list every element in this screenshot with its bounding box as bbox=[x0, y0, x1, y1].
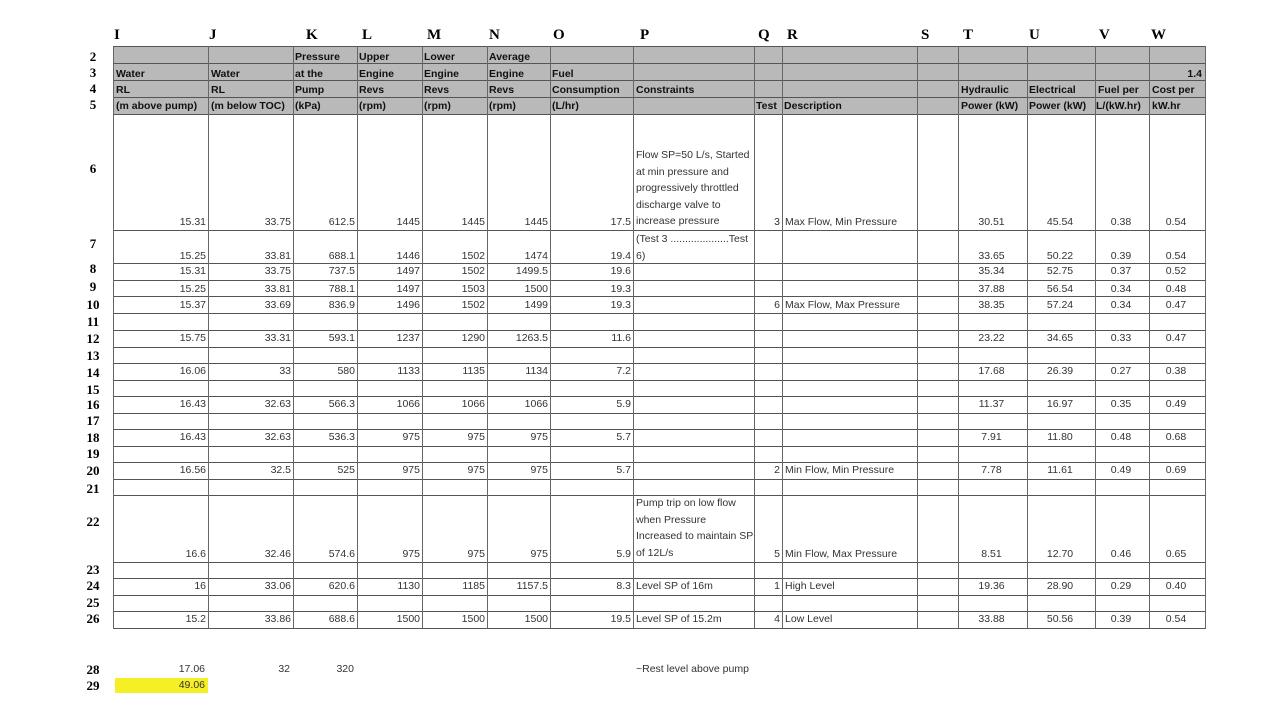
note-row22 bbox=[636, 495, 753, 561]
footer-r28-j: 32 bbox=[278, 663, 290, 675]
row-number: 4 bbox=[89, 81, 97, 96]
row-number: 28 bbox=[86, 662, 100, 677]
cell-t: 33.88 bbox=[978, 613, 1005, 625]
header-upper: Upper bbox=[359, 51, 390, 63]
row-number: 9 bbox=[89, 279, 97, 294]
cell-j: 33 bbox=[279, 365, 291, 377]
cell-n: 1445 bbox=[524, 216, 548, 228]
cell-t: 17.68 bbox=[978, 365, 1005, 377]
header-rl-j: RL bbox=[211, 84, 225, 96]
cell-l: 1445 bbox=[396, 216, 420, 228]
header-pump: Pump bbox=[295, 84, 325, 96]
cell-l: 1497 bbox=[396, 283, 420, 295]
cell-u: 50.22 bbox=[1046, 250, 1074, 262]
cell-m: 1502 bbox=[461, 250, 485, 262]
cell-n: 1474 bbox=[524, 250, 548, 262]
cell-j: 33.86 bbox=[264, 613, 291, 625]
column-letter-M: M bbox=[427, 27, 442, 43]
cell-w: 0.54 bbox=[1165, 216, 1187, 228]
column-letter-L: L bbox=[362, 27, 373, 43]
header-fuel: Fuel bbox=[552, 68, 574, 80]
cell-o: 11.6 bbox=[611, 332, 631, 344]
cell-w: 0.54 bbox=[1165, 613, 1187, 625]
cell-k: 612.5 bbox=[328, 216, 355, 228]
cell-m: 975 bbox=[467, 464, 485, 476]
note-line: Increased to maintain SP bbox=[636, 530, 754, 542]
row-number: 15 bbox=[86, 382, 100, 397]
header-at-the: at the bbox=[295, 68, 324, 80]
row-number: 12 bbox=[86, 331, 100, 346]
cell-m: 1066 bbox=[461, 398, 485, 410]
row-number: 23 bbox=[86, 562, 100, 577]
note-line: of 12L/s bbox=[636, 546, 674, 559]
row-number: 7 bbox=[89, 236, 97, 251]
cell-o: 19.3 bbox=[610, 299, 631, 311]
cell-r: Max Flow, Min Pressure bbox=[785, 216, 898, 228]
column-letter-T: T bbox=[963, 27, 974, 43]
cell-t: 8.51 bbox=[981, 548, 1002, 560]
cell-r: Min Flow, Min Pressure bbox=[785, 464, 895, 476]
cell-k: 525 bbox=[337, 464, 355, 476]
header-engine-m: Engine bbox=[424, 68, 460, 80]
cell-k: 788.1 bbox=[328, 283, 355, 295]
header-unit-m: (rpm) bbox=[424, 100, 451, 112]
cell-i: 15.31 bbox=[179, 216, 206, 228]
cell-k: 688.6 bbox=[328, 613, 355, 625]
spreadsheet-table bbox=[113, 46, 1206, 629]
header-revs-l: Revs bbox=[359, 84, 385, 96]
cell-j: 33.06 bbox=[264, 580, 291, 592]
cell-o: 5.9 bbox=[616, 398, 631, 410]
cell-m: 975 bbox=[467, 548, 485, 560]
cell-u: 45.54 bbox=[1046, 216, 1074, 228]
cell-o: 19.6 bbox=[610, 265, 631, 277]
cell-o: 7.2 bbox=[616, 365, 631, 377]
note-row6 bbox=[636, 147, 750, 230]
header-hydraulic: Hydraulic bbox=[961, 84, 1009, 96]
cell-j: 32.5 bbox=[270, 464, 291, 476]
cell-j: 33.75 bbox=[264, 216, 291, 228]
row-number: 6 bbox=[89, 161, 97, 176]
cell-w: 0.68 bbox=[1165, 431, 1187, 443]
row-number: 24 bbox=[86, 578, 100, 593]
column-letter-W: W bbox=[1151, 27, 1166, 43]
cell-w: 0.54 bbox=[1165, 250, 1187, 262]
cell-j: 33.31 bbox=[264, 332, 291, 344]
note-line: Flow SP=50 L/s, Started bbox=[636, 149, 750, 161]
cell-u: 26.39 bbox=[1046, 365, 1074, 377]
cell-m: 1500 bbox=[461, 613, 485, 625]
cell-w: 0.52 bbox=[1165, 265, 1187, 277]
cell-o: 5.7 bbox=[616, 464, 631, 476]
cell-l: 975 bbox=[402, 464, 420, 476]
column-letter-P: P bbox=[640, 27, 650, 43]
cell-n: 1499 bbox=[524, 299, 548, 311]
cell-o: 5.9 bbox=[616, 548, 631, 560]
cell-l: 1133 bbox=[397, 365, 420, 377]
header-engine-l: Engine bbox=[359, 68, 395, 80]
cell-i: 16.6 bbox=[185, 548, 206, 560]
cell-w: 0.38 bbox=[1165, 365, 1187, 377]
note-line: discharge valve to bbox=[636, 198, 721, 211]
cell-i: 15.25 bbox=[179, 250, 206, 262]
cell-t: 35.34 bbox=[978, 265, 1005, 277]
header-rate-value: 1.4 bbox=[1187, 68, 1202, 80]
cell-p: Level SP of 15.2m bbox=[636, 613, 722, 625]
footer-rest-note: ~Rest level above pump bbox=[636, 663, 749, 675]
cell-t: 38.35 bbox=[978, 299, 1005, 311]
row-number: 10 bbox=[86, 297, 100, 312]
cell-l: 975 bbox=[402, 431, 420, 443]
cell-o: 5.7 bbox=[616, 431, 631, 443]
header-electrical: Electrical bbox=[1029, 84, 1076, 96]
header-constraints: Constraints bbox=[636, 84, 695, 96]
row-number: 14 bbox=[86, 365, 100, 380]
cell-u: 50.56 bbox=[1046, 613, 1074, 625]
cell-l: 1130 bbox=[397, 580, 420, 592]
cell-k: 536.3 bbox=[328, 431, 355, 443]
column-letter-V: V bbox=[1099, 27, 1110, 43]
note-line: at min pressure and bbox=[636, 165, 729, 178]
cell-t: 23.22 bbox=[978, 332, 1005, 344]
cell-j: 33.69 bbox=[264, 299, 291, 311]
cell-v: 0.38 bbox=[1110, 216, 1132, 228]
header-water-i: Water bbox=[116, 68, 145, 80]
cell-m: 1445 bbox=[461, 216, 485, 228]
column-letter-J: J bbox=[209, 27, 217, 43]
cell-u: 16.97 bbox=[1046, 398, 1074, 410]
header-description: Description bbox=[784, 100, 842, 112]
cell-n: 1263.5 bbox=[515, 332, 548, 344]
header-unit-i: (m above pump) bbox=[116, 100, 198, 112]
cell-t: 37.88 bbox=[978, 283, 1005, 295]
cell-k: 620.6 bbox=[328, 580, 355, 592]
cell-j: 32.63 bbox=[264, 431, 291, 443]
column-letter-I: I bbox=[114, 27, 120, 43]
note-line: 6) bbox=[636, 249, 646, 262]
cell-n: 1134 bbox=[525, 365, 548, 377]
cell-q: 4 bbox=[774, 613, 780, 625]
cell-u: 52.75 bbox=[1046, 265, 1074, 277]
header-unit-l: (rpm) bbox=[359, 100, 386, 112]
column-letter-Q: Q bbox=[758, 27, 770, 43]
cell-w: 0.40 bbox=[1165, 580, 1187, 592]
cell-w: 0.48 bbox=[1165, 283, 1187, 295]
header-unit-n: (rpm) bbox=[489, 100, 516, 112]
cell-o: 19.5 bbox=[610, 613, 631, 625]
cell-k: 593.1 bbox=[328, 332, 355, 344]
cell-i: 16.43 bbox=[179, 398, 206, 410]
cell-w: 0.49 bbox=[1165, 398, 1187, 410]
cell-u: 11.61 bbox=[1047, 464, 1073, 476]
cell-t: 7.91 bbox=[981, 431, 1002, 443]
cell-v: 0.34 bbox=[1110, 283, 1132, 295]
cell-n: 1066 bbox=[524, 398, 548, 410]
cell-l: 1446 bbox=[396, 250, 420, 262]
header-revs-m: Revs bbox=[424, 84, 450, 96]
cell-o: 17.5 bbox=[610, 216, 631, 228]
cell-v: 0.34 bbox=[1110, 299, 1132, 311]
note-row7 bbox=[636, 231, 748, 264]
cell-q: 6 bbox=[774, 299, 780, 311]
note-line: Pump trip on low flow bbox=[636, 497, 736, 509]
footer-r28-i: 17.06 bbox=[178, 663, 205, 675]
cell-v: 0.39 bbox=[1110, 613, 1132, 625]
header-unit-k: (kPa) bbox=[295, 100, 321, 112]
cell-i: 15.25 bbox=[179, 283, 206, 295]
cell-r: High Level bbox=[785, 580, 835, 592]
footer-r28-k: 320 bbox=[336, 663, 354, 675]
note-line: (Test 3 ....................Test bbox=[636, 233, 749, 245]
column-letter-S: S bbox=[921, 27, 930, 43]
cell-v: 0.33 bbox=[1110, 332, 1132, 344]
cell-j: 32.63 bbox=[264, 398, 291, 410]
column-letter-U: U bbox=[1029, 27, 1040, 43]
cell-r: Max Flow, Max Pressure bbox=[785, 299, 900, 311]
cell-n: 1499.5 bbox=[515, 265, 548, 277]
cell-i: 16.43 bbox=[179, 431, 206, 443]
cell-w: 0.47 bbox=[1165, 299, 1187, 311]
cell-k: 574.6 bbox=[328, 548, 355, 560]
row-number: 8 bbox=[89, 261, 97, 276]
cell-k: 580 bbox=[337, 365, 355, 377]
header-unit-j: (m below TOC) bbox=[211, 100, 285, 112]
header-rl-i: RL bbox=[116, 84, 130, 96]
cell-i: 15.75 bbox=[179, 332, 206, 344]
cell-m: 1503 bbox=[461, 283, 485, 295]
cell-j: 33.81 bbox=[264, 250, 291, 262]
header-fuel-per: Fuel per bbox=[1098, 84, 1139, 96]
cell-o: 8.3 bbox=[616, 580, 631, 592]
cell-r: Min Flow, Max Pressure bbox=[785, 548, 898, 560]
cell-l: 975 bbox=[402, 548, 420, 560]
cell-w: 0.69 bbox=[1165, 464, 1187, 476]
header-pressure: Pressure bbox=[295, 51, 340, 63]
cell-w: 0.47 bbox=[1165, 332, 1187, 344]
cell-l: 1237 bbox=[396, 332, 420, 344]
cell-o: 19.4 bbox=[610, 250, 631, 262]
header-revs-n: Revs bbox=[489, 84, 515, 96]
cell-n: 1500 bbox=[524, 613, 548, 625]
cell-u: 57.24 bbox=[1046, 299, 1074, 311]
column-letter-O: O bbox=[553, 27, 565, 43]
column-letter-R: R bbox=[787, 27, 798, 43]
row-number: 11 bbox=[86, 314, 100, 329]
cell-l: 1500 bbox=[396, 613, 420, 625]
header-test: Test bbox=[756, 100, 777, 112]
cell-v: 0.37 bbox=[1110, 265, 1132, 277]
cell-v: 0.46 bbox=[1110, 548, 1132, 560]
cell-i: 15.2 bbox=[185, 613, 206, 625]
cell-i: 16.56 bbox=[179, 464, 206, 476]
cell-m: 1290 bbox=[461, 332, 485, 344]
row-number: 5 bbox=[89, 97, 97, 112]
cell-k: 836.9 bbox=[328, 299, 355, 311]
row-number: 16 bbox=[86, 397, 100, 412]
cell-j: 33.75 bbox=[264, 265, 291, 277]
header-unit-v: L/(kW.hr) bbox=[1096, 100, 1141, 112]
row-number: 13 bbox=[86, 348, 100, 363]
cell-q: 1 bbox=[774, 580, 780, 592]
cell-o: 19.3 bbox=[610, 283, 631, 295]
cell-n: 1500 bbox=[524, 283, 548, 295]
row-number: 3 bbox=[89, 65, 97, 80]
cell-r: Low Level bbox=[785, 613, 833, 625]
cell-u: 11.80 bbox=[1047, 431, 1073, 443]
cell-t: 11.37 bbox=[978, 398, 1005, 410]
cell-i: 16 bbox=[194, 580, 206, 592]
cell-k: 688.1 bbox=[328, 250, 355, 262]
row-number: 18 bbox=[86, 430, 100, 445]
cell-k: 566.3 bbox=[328, 398, 355, 410]
cell-i: 15.31 bbox=[179, 265, 206, 277]
header-unit-u: Power (kW) bbox=[1029, 100, 1087, 112]
row-number: 22 bbox=[86, 514, 100, 529]
header-average: Average bbox=[489, 51, 531, 63]
cell-l: 1496 bbox=[396, 299, 420, 311]
cell-n: 975 bbox=[530, 431, 548, 443]
cell-q: 2 bbox=[774, 464, 780, 476]
note-line: progressively throttled bbox=[636, 182, 739, 194]
cell-j: 33.81 bbox=[264, 283, 291, 295]
cell-l: 1066 bbox=[396, 398, 420, 410]
cell-u: 56.54 bbox=[1046, 283, 1074, 295]
row-number: 29 bbox=[86, 678, 100, 693]
cell-p: Level SP of 16m bbox=[636, 580, 713, 592]
cell-v: 0.48 bbox=[1110, 431, 1132, 443]
cell-t: 30.51 bbox=[978, 216, 1005, 228]
row-number: 25 bbox=[86, 595, 100, 610]
header-engine-n: Engine bbox=[489, 68, 525, 80]
cell-q: 3 bbox=[774, 216, 780, 228]
note-line: increase pressure bbox=[636, 215, 720, 227]
cell-i: 16.06 bbox=[179, 365, 206, 377]
header-lower: Lower bbox=[424, 51, 455, 63]
row-number: 20 bbox=[86, 463, 100, 478]
cell-u: 12.70 bbox=[1046, 548, 1074, 560]
header-unit-o: (L/hr) bbox=[552, 100, 579, 112]
cell-t: 33.65 bbox=[978, 250, 1005, 262]
column-letter-N: N bbox=[489, 27, 500, 43]
cell-v: 0.29 bbox=[1110, 580, 1132, 592]
row-number: 19 bbox=[86, 446, 100, 461]
row-number: 17 bbox=[86, 413, 100, 428]
row-number: 2 bbox=[89, 49, 97, 64]
cell-v: 0.39 bbox=[1110, 250, 1132, 262]
cell-u: 34.65 bbox=[1046, 332, 1074, 344]
cell-q: 5 bbox=[774, 548, 780, 560]
header-consumption: Consumption bbox=[552, 84, 620, 96]
note-line: when Pressure bbox=[636, 513, 707, 526]
cell-m: 1135 bbox=[462, 365, 485, 377]
cell-i: 15.37 bbox=[179, 299, 206, 311]
row-number: 26 bbox=[86, 611, 100, 626]
cell-m: 1185 bbox=[462, 580, 485, 592]
cell-j: 32.46 bbox=[264, 548, 291, 560]
cell-m: 1502 bbox=[461, 299, 485, 311]
cell-n: 975 bbox=[530, 464, 548, 476]
row-number: 21 bbox=[86, 481, 100, 496]
footer-r29-i: 49.06 bbox=[178, 679, 205, 691]
cell-v: 0.49 bbox=[1110, 464, 1132, 476]
cell-m: 1502 bbox=[461, 265, 485, 277]
cell-v: 0.27 bbox=[1110, 365, 1132, 377]
column-letter-K: K bbox=[306, 27, 318, 43]
cell-l: 1497 bbox=[396, 265, 420, 277]
cell-u: 28.90 bbox=[1046, 580, 1074, 592]
cell-t: 7.78 bbox=[981, 464, 1002, 476]
cell-w: 0.65 bbox=[1165, 548, 1187, 560]
header-unit-w: kW.hr bbox=[1152, 100, 1181, 112]
cell-v: 0.35 bbox=[1110, 398, 1132, 410]
cell-m: 975 bbox=[467, 431, 485, 443]
cell-k: 737.5 bbox=[328, 265, 355, 277]
cell-t: 19.36 bbox=[978, 580, 1005, 592]
header-unit-t: Power (kW) bbox=[961, 100, 1019, 112]
header-cost-per: Cost per bbox=[1152, 84, 1195, 96]
cell-n: 975 bbox=[530, 548, 548, 560]
header-water-j: Water bbox=[211, 68, 240, 80]
cell-n: 1157.5 bbox=[516, 580, 548, 592]
